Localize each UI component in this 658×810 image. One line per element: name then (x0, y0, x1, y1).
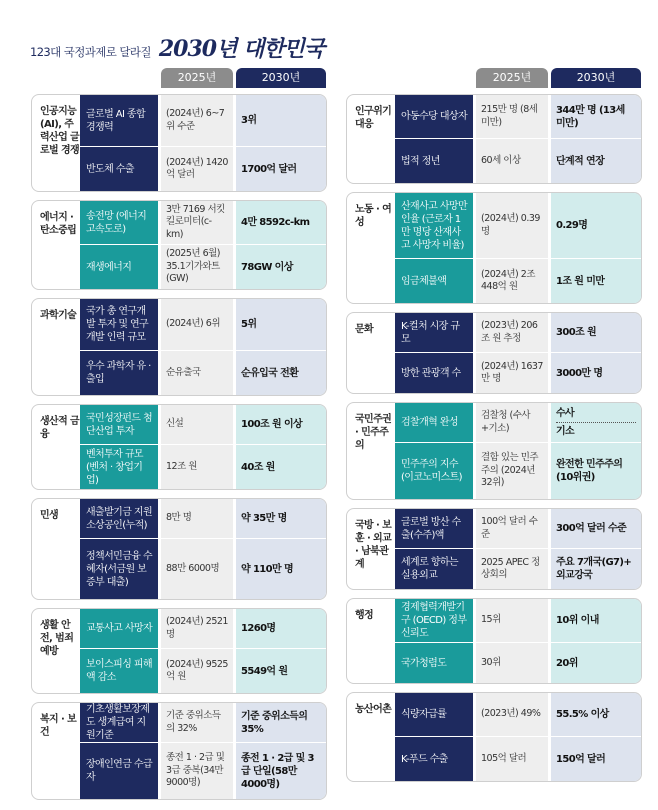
category-label: 복지 · 보건 (40, 714, 77, 738)
value-2030: 100조 원 이상 (236, 405, 326, 444)
indicator-row (80, 445, 326, 489)
value-2025: (2023년) 49% (476, 693, 548, 736)
indicator-label: 보이스피싱 피해액 감소 (80, 649, 158, 693)
header-2030: 2030년 (236, 68, 326, 88)
category-label: 문화 (355, 324, 374, 335)
indicator-label: K-푸드 수출 (395, 737, 473, 781)
right-column (346, 68, 642, 790)
value-2025: (2024년) 9525억 원 (161, 649, 233, 693)
category-group (346, 94, 642, 184)
right-groups (346, 94, 642, 782)
indicator-rows (395, 599, 641, 683)
value-2030: 0.29명 (551, 193, 641, 258)
indicator-rows (395, 95, 641, 183)
category-group (346, 402, 642, 500)
value-2030: 3위 (236, 95, 326, 146)
indicator-row (80, 201, 326, 245)
value-2030-part: 수사 (556, 407, 636, 423)
indicator-rows (395, 313, 641, 393)
value-2025: 15위 (476, 599, 548, 642)
indicator-row (80, 539, 326, 599)
indicator-label: 임금체불액 (395, 259, 473, 303)
category-label: 국민주권 · 민주주의 (355, 414, 392, 451)
indicator-label: 우수 과학자 유 · 출입 (80, 351, 158, 395)
indicator-row (395, 313, 641, 353)
value-2030: 150억 달러 (551, 737, 641, 781)
indicator-rows (395, 693, 641, 781)
indicator-label: 국민성장펀드 첨단산업 투자 (80, 405, 158, 444)
indicator-label: 장애인연금 수급자 (80, 743, 158, 799)
category-label: 민생 (40, 510, 59, 521)
value-2030: 주요 7개국(G7)+ 외교강국 (551, 549, 641, 589)
indicator-row (80, 351, 326, 395)
value-2030: 완전한 민주주의 (10위권) (551, 443, 641, 499)
indicator-label: 정책서민금융 수혜자(서금원 보증부 대출) (80, 539, 158, 599)
value-2025: (2024년) 6위 (161, 299, 233, 350)
category-group (31, 298, 327, 396)
value-2030: 40조 원 (236, 445, 326, 489)
value-2025: 결함 있는 민주주의 (2024년 32위) (476, 443, 548, 499)
value-2030: 단계적 연장 (551, 139, 641, 183)
category-label: 에너지 · 탄소중립 (40, 212, 77, 236)
year-header (346, 68, 642, 88)
value-2025: 100억 달러 수준 (476, 509, 548, 548)
indicator-row (80, 95, 326, 147)
indicator-rows (80, 499, 326, 599)
indicator-rows (80, 95, 326, 191)
value-2025: (2024년) 0.39명 (476, 193, 548, 258)
indicator-label: K-컬처 시장 규모 (395, 313, 473, 352)
value-2030: 300억 달러 수준 (551, 509, 641, 548)
indicator-label: 산재사고 사망만인율 (근로자 1만 명당 산재사고 사망자 비율) (395, 193, 473, 258)
indicator-label: 글로벌 AI 종합 경쟁력 (80, 95, 158, 146)
indicator-label: 세계로 향하는 실용외교 (395, 549, 473, 589)
indicator-rows (395, 509, 641, 589)
value-2025: (2024년) 2521명 (161, 609, 233, 648)
indicator-label: 국가청렴도 (395, 643, 473, 683)
category-label: 인공지능 (AI), 주력산업 글로벌 경쟁 (40, 106, 80, 156)
value-2030: 종전 1 · 2급 및 3급 단일(58만 4000명) (236, 743, 326, 799)
value-2030: 약 35만 명 (236, 499, 326, 538)
indicator-row (395, 403, 641, 443)
indicator-row (80, 245, 326, 289)
value-2030: 55.5% 이상 (551, 693, 641, 736)
indicator-rows (80, 201, 326, 289)
value-2025: 신설 (161, 405, 233, 444)
indicator-row (395, 693, 641, 737)
category-group (346, 192, 642, 304)
indicator-row (80, 405, 326, 445)
value-2025: 215만 명 (8세 미만) (476, 95, 548, 138)
header-2025: 2025년 (161, 68, 233, 88)
indicator-rows (80, 299, 326, 395)
value-2025: (2024년) 6~7위 수준 (161, 95, 233, 146)
indicator-row (395, 193, 641, 259)
value-2025: 88만 6000명 (161, 539, 233, 599)
value-2030: 1260명 (236, 609, 326, 648)
value-2030: 5549억 원 (236, 649, 326, 693)
indicator-row (395, 737, 641, 781)
value-2030: 1700억 달러 (236, 147, 326, 191)
category-group (346, 692, 642, 782)
indicator-label: 민주주의 지수 (이코노미스트) (395, 443, 473, 499)
infographic-title (30, 32, 324, 63)
value-2030: 순유입국 전환 (236, 351, 326, 395)
category-group (346, 508, 642, 590)
indicator-label: 경제협력개발기구 (OECD) 정부신뢰도 (395, 599, 473, 642)
value-2030: 기준 중위소득의 35% (236, 703, 326, 742)
value-2025: 2025 APEC 정상회의 (476, 549, 548, 589)
left-groups (31, 94, 327, 800)
value-2030-split (556, 407, 636, 438)
indicator-row (395, 443, 641, 499)
indicator-row (395, 599, 641, 643)
left-column (31, 68, 327, 808)
value-2030: 4만 8592c-km (236, 201, 326, 244)
indicator-label: 벤처투자 규모 (벤처 · 창업기업) (80, 445, 158, 489)
indicator-label: 글로벌 방산 수출(수주)액 (395, 509, 473, 548)
indicator-row (395, 549, 641, 589)
year-header (31, 68, 327, 88)
value-2025: (2023년) 206조 원 추정 (476, 313, 548, 352)
indicator-label: 기초생활보장제도 생계급여 지원기준 (80, 703, 158, 742)
indicator-rows (80, 405, 326, 489)
category-group (31, 608, 327, 694)
value-2025: (2025년 6월) 35.1기가와트(GW) (161, 245, 233, 289)
indicator-row (80, 499, 326, 539)
category-label: 인구위기 대응 (355, 106, 392, 130)
indicator-row (395, 353, 641, 393)
indicator-row (395, 509, 641, 549)
value-2030: 약 110만 명 (236, 539, 326, 599)
value-2030: 3000만 명 (551, 353, 641, 393)
indicator-row (80, 609, 326, 649)
value-2025: 3만 7169 서킷킬로미터(c-km) (161, 201, 233, 244)
indicator-row (80, 743, 326, 799)
value-2025: (2024년) 1637만 명 (476, 353, 548, 393)
indicator-row (80, 703, 326, 743)
value-2025: 순유출국 (161, 351, 233, 395)
indicator-rows (80, 703, 326, 799)
value-2030: 10위 이내 (551, 599, 641, 642)
indicator-row (395, 95, 641, 139)
indicator-label: 방한 관광객 수 (395, 353, 473, 393)
indicator-row (395, 643, 641, 683)
value-2025: 105억 달러 (476, 737, 548, 781)
category-group (31, 404, 327, 490)
value-2030: 1조 원 미만 (551, 259, 641, 303)
indicator-label: 검찰개혁 완성 (395, 403, 473, 442)
indicator-label: 송전망 (에너지고속도로) (80, 201, 158, 244)
indicator-row (80, 147, 326, 191)
indicator-label: 반도체 수출 (80, 147, 158, 191)
category-group (31, 498, 327, 600)
indicator-rows (395, 403, 641, 499)
category-label: 국방 · 보훈 · 외교 · 남북관계 (355, 520, 392, 570)
indicator-row (395, 139, 641, 183)
value-2025: (2024년) 1420억 달러 (161, 147, 233, 191)
value-2025: 기준 중위소득의 32% (161, 703, 233, 742)
category-group (31, 702, 327, 800)
title-subtitle: 123대 국정과제로 달라질 (30, 45, 151, 59)
indicator-rows (395, 193, 641, 303)
title-main: 2030년 대한민국 (158, 36, 324, 62)
value-2030: 78GW 이상 (236, 245, 326, 289)
category-label: 생활 안전, 범죄 예방 (40, 620, 74, 657)
category-label: 농산어촌 (355, 704, 392, 715)
value-2025: 8만 명 (161, 499, 233, 538)
category-group (346, 598, 642, 684)
category-label: 노동 · 여성 (355, 204, 392, 228)
indicator-rows (80, 609, 326, 693)
value-2030: 344만 명 (13세 미만) (551, 95, 641, 138)
category-label: 생산적 금융 (40, 416, 80, 440)
value-2025: 30위 (476, 643, 548, 683)
indicator-label: 교통사고 사망자 (80, 609, 158, 648)
value-2030: 300조 원 (551, 313, 641, 352)
value-2030-part: 기소 (556, 426, 575, 437)
indicator-row (80, 299, 326, 351)
indicator-label: 식량자급률 (395, 693, 473, 736)
indicator-label: 법적 정년 (395, 139, 473, 183)
indicator-label: 새출발기금 지원소상공인(누적) (80, 499, 158, 538)
category-group (346, 312, 642, 394)
indicator-row (395, 259, 641, 303)
indicator-row (80, 649, 326, 693)
indicator-label: 아동수당 대상자 (395, 95, 473, 138)
value-2025: 12조 원 (161, 445, 233, 489)
value-2025: (2024년) 2조 448억 원 (476, 259, 548, 303)
value-2030 (551, 403, 641, 442)
category-group (31, 94, 327, 192)
value-2025: 60세 이상 (476, 139, 548, 183)
value-2025: 종전 1 · 2급 및 3급 중복(34만 9000명) (161, 743, 233, 799)
category-label: 과학기술 (40, 310, 77, 321)
header-2030: 2030년 (551, 68, 641, 88)
value-2030: 20위 (551, 643, 641, 683)
value-2025: 검찰청 (수사+기소) (476, 403, 548, 442)
value-2030: 5위 (236, 299, 326, 350)
indicator-label: 국가 총 연구개발 투자 및 연구개발 인력 규모 (80, 299, 158, 350)
category-group (31, 200, 327, 290)
indicator-label: 재생에너지 (80, 245, 158, 289)
header-2025: 2025년 (476, 68, 548, 88)
category-label: 행정 (355, 610, 374, 621)
